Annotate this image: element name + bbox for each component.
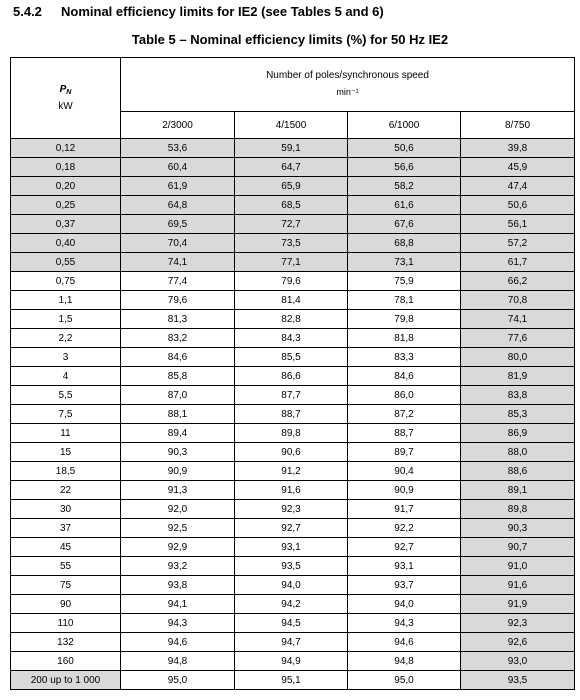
rated-power-cell: 0,12 — [11, 139, 121, 158]
efficiency-cell: 91,7 — [348, 500, 461, 519]
rated-power-cell: 0,55 — [11, 253, 121, 272]
rated-power-cell: 5,5 — [11, 386, 121, 405]
efficiency-cell: 90,3 — [121, 443, 235, 462]
efficiency-cell: 90,4 — [348, 462, 461, 481]
efficiency-cell: 66,2 — [461, 272, 575, 291]
efficiency-cell: 64,8 — [121, 196, 235, 215]
efficiency-cell: 73,1 — [348, 253, 461, 272]
efficiency-cell: 68,8 — [348, 234, 461, 253]
efficiency-cell: 77,4 — [121, 272, 235, 291]
table-row — [11, 481, 575, 500]
efficiency-cell: 86,6 — [235, 367, 348, 386]
rated-power-cell: 0,20 — [11, 177, 121, 196]
pn-subscript: N — [66, 88, 72, 96]
efficiency-cell: 89,7 — [348, 443, 461, 462]
efficiency-cell: 70,8 — [461, 291, 575, 310]
rated-power-cell: 160 — [11, 652, 121, 671]
table-row — [11, 139, 575, 158]
table-row — [11, 652, 575, 671]
efficiency-cell: 94,3 — [121, 614, 235, 633]
efficiency-cell: 61,9 — [121, 177, 235, 196]
table-row — [11, 386, 575, 405]
efficiency-cell: 92,7 — [235, 519, 348, 538]
efficiency-cell: 93,1 — [348, 557, 461, 576]
efficiency-cell: 93,0 — [461, 652, 575, 671]
efficiency-cell: 95,0 — [348, 671, 461, 690]
rated-power-cell: 3 — [11, 348, 121, 367]
efficiency-cell: 81,3 — [121, 310, 235, 329]
efficiency-cell: 57,2 — [461, 234, 575, 253]
table-row — [11, 462, 575, 481]
efficiency-cell: 47,4 — [461, 177, 575, 196]
pn-symbol: P — [59, 83, 67, 95]
efficiency-cell: 85,3 — [461, 405, 575, 424]
efficiency-cell: 93,5 — [461, 671, 575, 690]
table-row — [11, 443, 575, 462]
efficiency-cell: 88,7 — [348, 424, 461, 443]
efficiency-cell: 72,7 — [235, 215, 348, 234]
efficiency-cell: 70,4 — [121, 234, 235, 253]
efficiency-cell: 73,5 — [235, 234, 348, 253]
efficiency-cell: 92,7 — [348, 538, 461, 557]
table-row — [11, 405, 575, 424]
rated-power-cell: 45 — [11, 538, 121, 557]
efficiency-cell: 77,6 — [461, 329, 575, 348]
efficiency-cell: 53,6 — [121, 139, 235, 158]
table-row — [11, 500, 575, 519]
efficiency-cell: 94,3 — [348, 614, 461, 633]
efficiency-cell: 92,5 — [121, 519, 235, 538]
efficiency-table — [10, 57, 575, 690]
efficiency-cell: 89,8 — [461, 500, 575, 519]
rated-power-cell: 15 — [11, 443, 121, 462]
rated-power-cell: 1,1 — [11, 291, 121, 310]
table-row — [11, 291, 575, 310]
efficiency-cell: 85,8 — [121, 367, 235, 386]
efficiency-cell: 84,6 — [121, 348, 235, 367]
efficiency-cell: 90,9 — [121, 462, 235, 481]
efficiency-cell: 81,8 — [348, 329, 461, 348]
table-row — [11, 215, 575, 234]
efficiency-cell: 61,6 — [348, 196, 461, 215]
efficiency-cell: 79,6 — [235, 272, 348, 291]
poles-speed-label: Number of poles/synchronous speed — [266, 70, 429, 82]
efficiency-cell: 90,3 — [461, 519, 575, 538]
table-row — [11, 234, 575, 253]
efficiency-cell: 67,6 — [348, 215, 461, 234]
efficiency-cell: 59,1 — [235, 139, 348, 158]
table-row — [11, 177, 575, 196]
efficiency-cell: 83,3 — [348, 348, 461, 367]
table-row — [11, 595, 575, 614]
efficiency-cell: 81,9 — [461, 367, 575, 386]
efficiency-cell: 94,8 — [121, 652, 235, 671]
table-row — [11, 348, 575, 367]
efficiency-cell: 94,9 — [235, 652, 348, 671]
rated-power-cell: 110 — [11, 614, 121, 633]
table-row — [11, 633, 575, 652]
efficiency-cell: 74,1 — [461, 310, 575, 329]
efficiency-cell: 90,6 — [235, 443, 348, 462]
rated-power-cell: 132 — [11, 633, 121, 652]
efficiency-cell: 95,1 — [235, 671, 348, 690]
efficiency-cell: 82,8 — [235, 310, 348, 329]
section-title: Nominal efficiency limits for IE2 (see Tables 5 and 6) — [61, 4, 384, 19]
efficiency-cell: 89,1 — [461, 481, 575, 500]
table-row — [11, 557, 575, 576]
section-number: 5.4.2 — [13, 4, 42, 19]
efficiency-cell: 86,0 — [348, 386, 461, 405]
section-heading — [13, 4, 384, 19]
efficiency-cell: 50,6 — [348, 139, 461, 158]
table-row — [11, 158, 575, 177]
efficiency-cell: 39,8 — [461, 139, 575, 158]
column-header: 2/3000 — [121, 112, 235, 139]
efficiency-cell: 92,6 — [461, 633, 575, 652]
efficiency-cell: 91,6 — [235, 481, 348, 500]
efficiency-cell: 58,2 — [348, 177, 461, 196]
efficiency-cell: 93,8 — [121, 576, 235, 595]
efficiency-cell: 88,7 — [235, 405, 348, 424]
efficiency-cell: 88,6 — [461, 462, 575, 481]
efficiency-cell: 50,6 — [461, 196, 575, 215]
efficiency-cell: 94,1 — [121, 595, 235, 614]
rated-power-cell: 22 — [11, 481, 121, 500]
table-title: Table 5 – Nominal efficiency limits (%) for 50 Hz IE2 — [131, 32, 449, 47]
efficiency-cell: 88,1 — [121, 405, 235, 424]
efficiency-cell: 87,0 — [121, 386, 235, 405]
table-row — [11, 519, 575, 538]
efficiency-cell: 86,9 — [461, 424, 575, 443]
rated-power-cell: 0,37 — [11, 215, 121, 234]
table-row — [11, 196, 575, 215]
efficiency-cell: 93,5 — [235, 557, 348, 576]
efficiency-cell: 85,5 — [235, 348, 348, 367]
table-row — [11, 614, 575, 633]
speed-unit: min⁻¹ — [336, 87, 359, 98]
efficiency-cell: 94,0 — [235, 576, 348, 595]
efficiency-cell: 91,6 — [461, 576, 575, 595]
efficiency-cell: 64,7 — [235, 158, 348, 177]
rated-power-cell: 37 — [11, 519, 121, 538]
rated-power-cell: 75 — [11, 576, 121, 595]
rated-power-cell: 0,25 — [11, 196, 121, 215]
efficiency-cell: 91,0 — [461, 557, 575, 576]
table-row — [11, 367, 575, 386]
efficiency-cell: 56,6 — [348, 158, 461, 177]
rated-power-cell: 18,5 — [11, 462, 121, 481]
table-row — [11, 253, 575, 272]
efficiency-cell: 94,5 — [235, 614, 348, 633]
efficiency-cell: 92,3 — [235, 500, 348, 519]
rated-power-cell: 2,2 — [11, 329, 121, 348]
poles-speed-header — [121, 58, 575, 112]
column-header: 8/750 — [461, 112, 575, 139]
efficiency-cell: 92,3 — [461, 614, 575, 633]
efficiency-cell: 93,7 — [348, 576, 461, 595]
efficiency-cell: 91,3 — [121, 481, 235, 500]
efficiency-cell: 56,1 — [461, 215, 575, 234]
efficiency-cell: 94,2 — [235, 595, 348, 614]
table-row — [11, 310, 575, 329]
efficiency-cell: 81,4 — [235, 291, 348, 310]
table-row — [11, 272, 575, 291]
efficiency-cell: 61,7 — [461, 253, 575, 272]
rated-power-cell: 90 — [11, 595, 121, 614]
efficiency-cell: 69,5 — [121, 215, 235, 234]
efficiency-cell: 83,8 — [461, 386, 575, 405]
column-header: 4/1500 — [235, 112, 348, 139]
efficiency-cell: 60,4 — [121, 158, 235, 177]
rated-power-cell: 0,40 — [11, 234, 121, 253]
table-row — [11, 329, 575, 348]
pn-unit: kW — [58, 100, 73, 112]
rated-power-cell: 200 up to 1 000 — [11, 671, 121, 690]
efficiency-cell: 83,2 — [121, 329, 235, 348]
efficiency-cell: 94,0 — [348, 595, 461, 614]
efficiency-cell: 94,6 — [348, 633, 461, 652]
efficiency-cell: 75,9 — [348, 272, 461, 291]
efficiency-cell: 45,9 — [461, 158, 575, 177]
efficiency-cell: 68,5 — [235, 196, 348, 215]
rated-power-cell: 0,75 — [11, 272, 121, 291]
rated-power-header — [11, 58, 121, 139]
rated-power-cell: 1,5 — [11, 310, 121, 329]
efficiency-cell: 74,1 — [121, 253, 235, 272]
efficiency-cell: 92,2 — [348, 519, 461, 538]
table-row — [11, 538, 575, 557]
efficiency-cell: 92,9 — [121, 538, 235, 557]
column-header: 6/1000 — [348, 112, 461, 139]
efficiency-cell: 87,2 — [348, 405, 461, 424]
rated-power-cell: 0,18 — [11, 158, 121, 177]
efficiency-cell: 91,2 — [235, 462, 348, 481]
efficiency-cell: 90,9 — [348, 481, 461, 500]
efficiency-cell: 94,8 — [348, 652, 461, 671]
efficiency-cell: 77,1 — [235, 253, 348, 272]
efficiency-cell: 90,7 — [461, 538, 575, 557]
efficiency-cell: 89,4 — [121, 424, 235, 443]
table-row — [11, 576, 575, 595]
efficiency-cell: 91,9 — [461, 595, 575, 614]
efficiency-cell: 84,6 — [348, 367, 461, 386]
table-row — [11, 671, 575, 690]
efficiency-cell: 65,9 — [235, 177, 348, 196]
efficiency-cell: 79,8 — [348, 310, 461, 329]
rated-power-cell: 7,5 — [11, 405, 121, 424]
efficiency-cell: 93,2 — [121, 557, 235, 576]
efficiency-cell: 93,1 — [235, 538, 348, 557]
efficiency-cell: 95,0 — [121, 671, 235, 690]
efficiency-cell: 94,7 — [235, 633, 348, 652]
efficiency-cell: 92,0 — [121, 500, 235, 519]
rated-power-cell: 30 — [11, 500, 121, 519]
efficiency-cell: 89,8 — [235, 424, 348, 443]
rated-power-cell: 4 — [11, 367, 121, 386]
efficiency-cell: 80,0 — [461, 348, 575, 367]
efficiency-cell: 84,3 — [235, 329, 348, 348]
efficiency-cell: 94,6 — [121, 633, 235, 652]
efficiency-cell: 78,1 — [348, 291, 461, 310]
table-row — [11, 424, 575, 443]
rated-power-cell: 11 — [11, 424, 121, 443]
efficiency-cell: 79,6 — [121, 291, 235, 310]
efficiency-cell: 88,0 — [461, 443, 575, 462]
rated-power-cell: 55 — [11, 557, 121, 576]
efficiency-cell: 87,7 — [235, 386, 348, 405]
